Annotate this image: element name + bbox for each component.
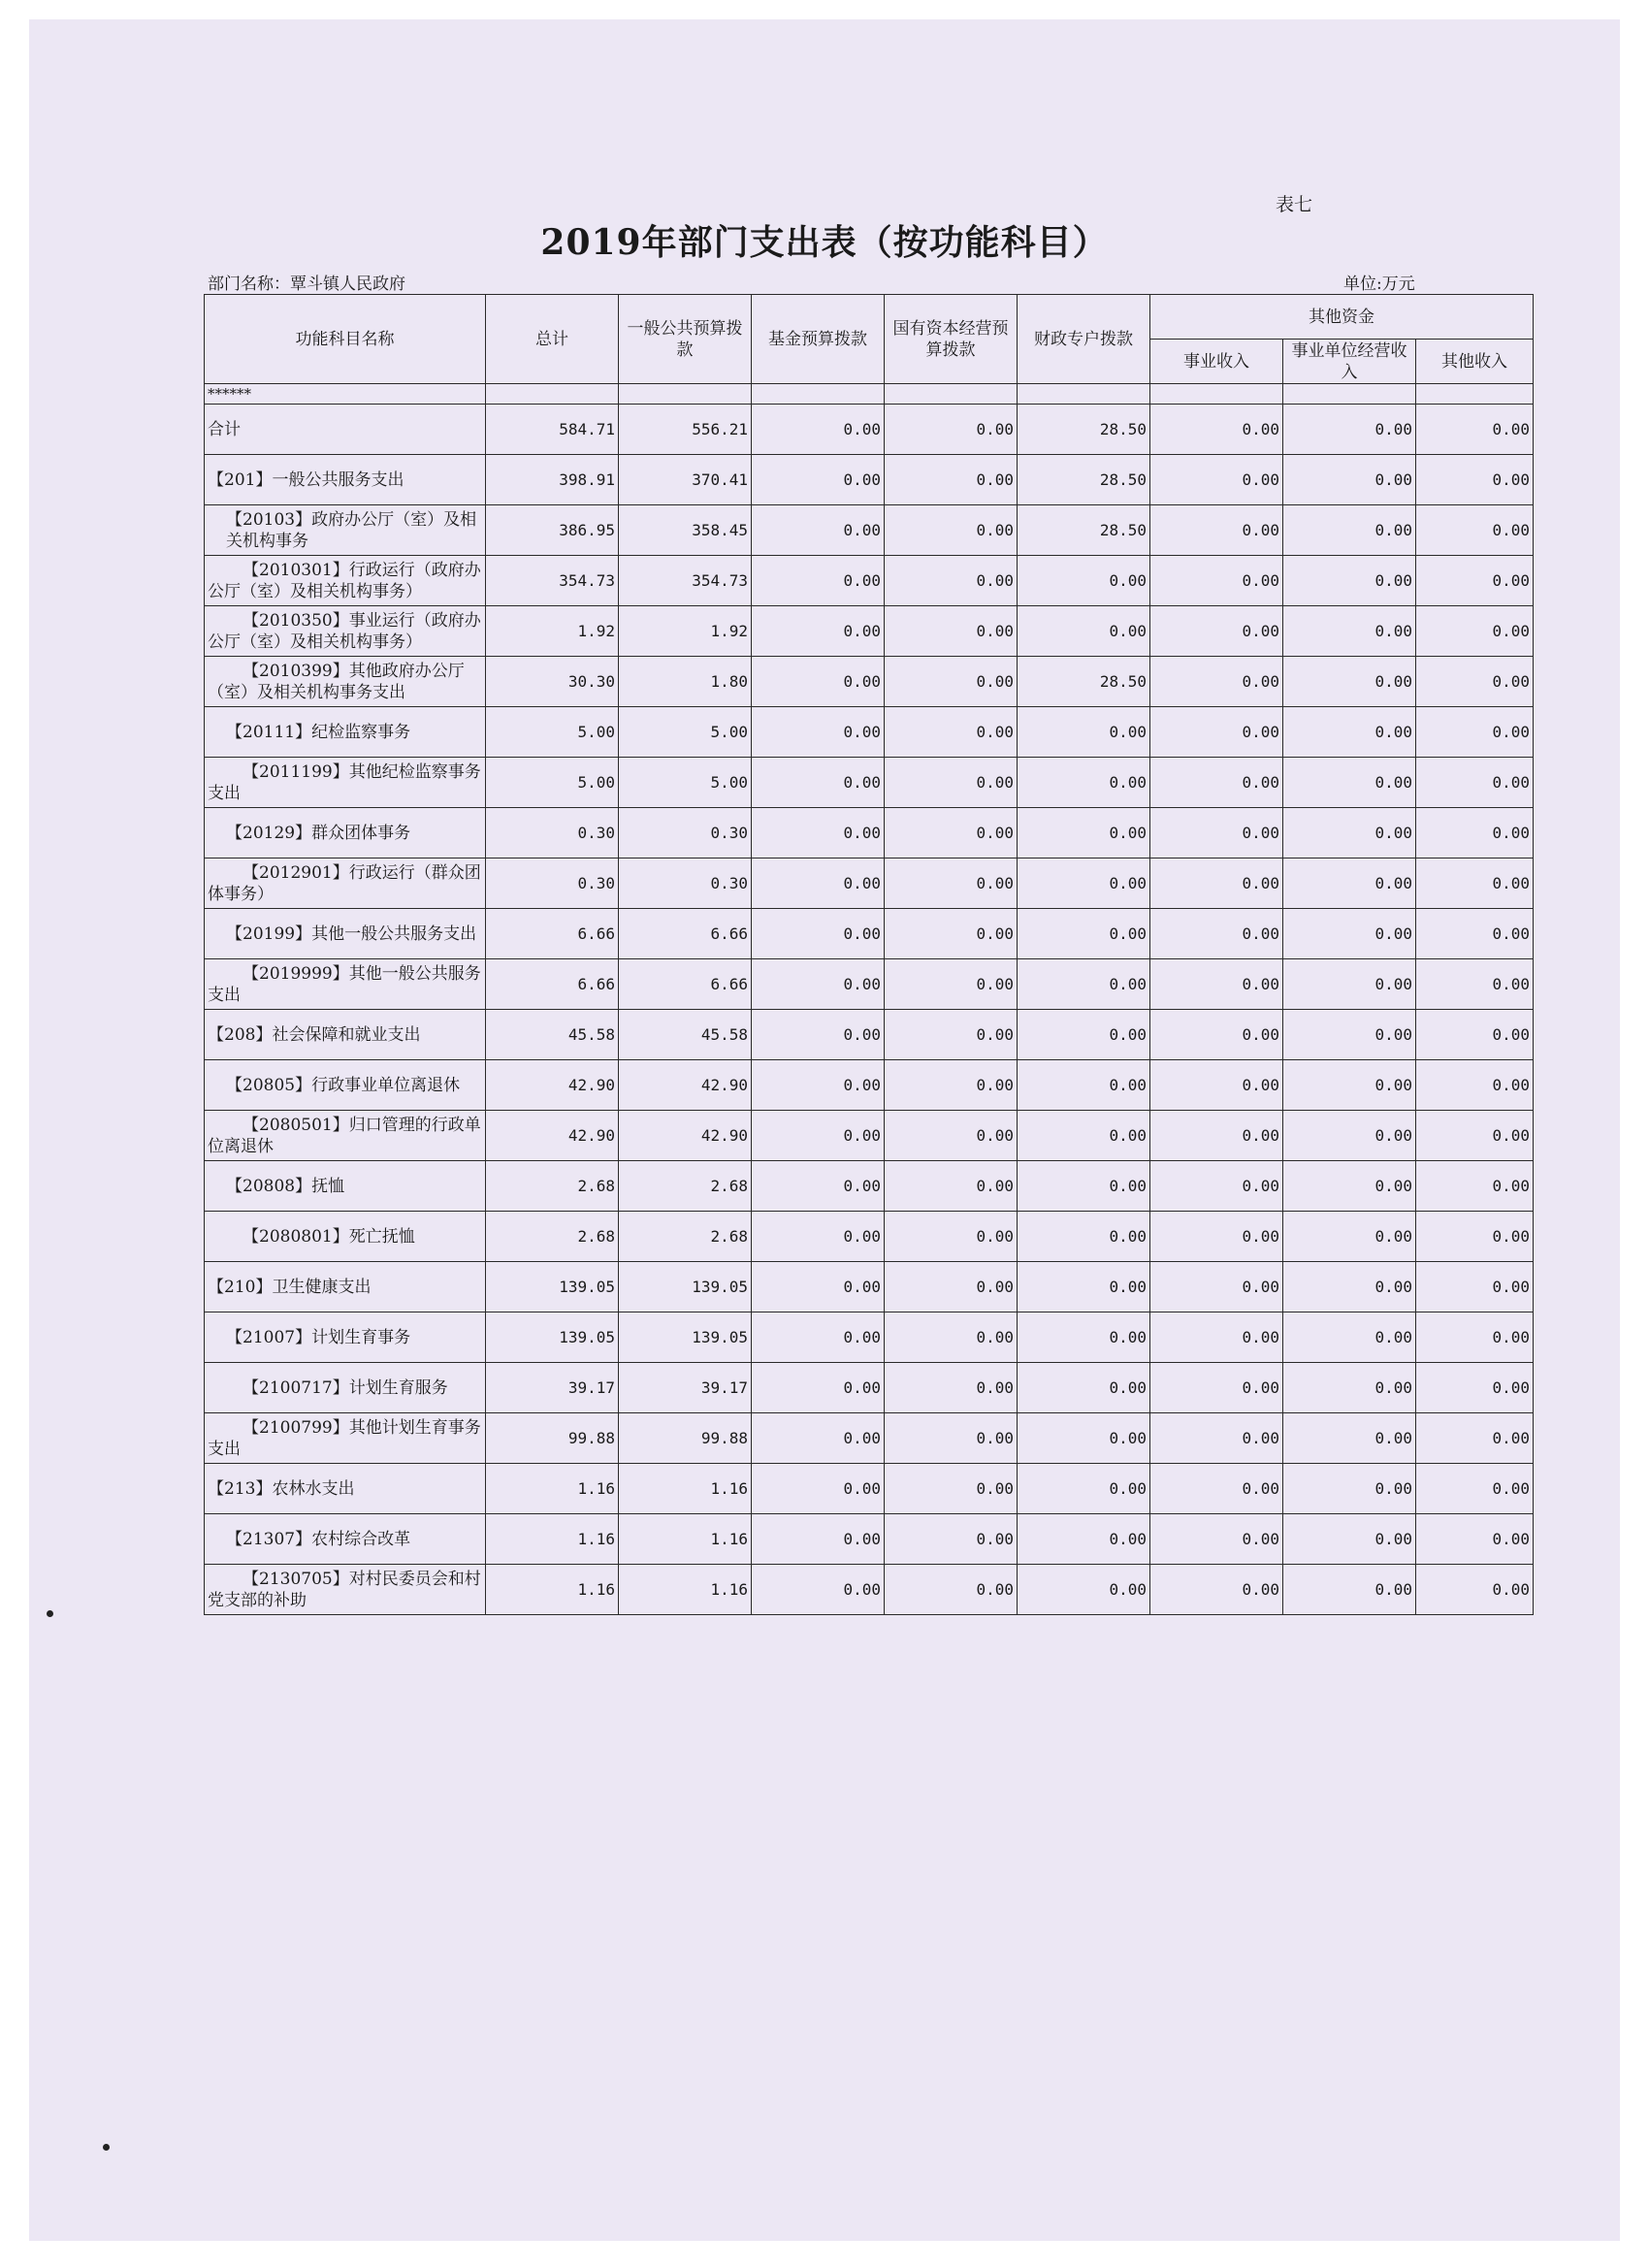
row-value-cell: 0.00 [1283,959,1416,1010]
row-value-cell: 0.00 [1416,859,1534,909]
row-item-name: 【20199】其他一般公共服务支出 [205,909,486,959]
table-row [205,455,1534,505]
header-row [205,295,1534,340]
row-value-cell: 0.00 [752,1161,885,1212]
table-row [205,758,1534,808]
row-item-name: 【2010350】事业运行（政府办公厅（室）及相关机构事务） [205,606,486,657]
placeholder-stars: ****** [205,384,486,405]
row-value-cell: 584.71 [486,405,619,455]
row-value-cell: 0.00 [1283,758,1416,808]
header-other-income: 其他收入 [1416,340,1534,384]
row-value-cell: 28.50 [1018,657,1150,707]
row-value-cell: 1.16 [486,1514,619,1565]
header-special-account: 财政专户拨款 [1018,295,1150,384]
row-value-cell: 0.00 [1018,909,1150,959]
row-value-cell: 0.00 [1283,606,1416,657]
row-value-cell: 0.00 [1018,707,1150,758]
row-value-cell: 6.66 [619,959,752,1010]
row-value-cell: 0.00 [1283,1312,1416,1363]
table-row [205,1212,1534,1262]
row-value-cell: 0.00 [1283,808,1416,859]
row-value-cell: 0.00 [752,556,885,606]
row-value-cell: 0.00 [1150,657,1283,707]
row-item-name: 【2010301】行政运行（政府办公厅（室）及相关机构事务） [205,556,486,606]
header-state-capital: 国有资本经营预算拨款 [885,295,1018,384]
row-item-name: 【20111】纪检监察事务 [205,707,486,758]
row-value-cell: 386.95 [486,505,619,556]
row-item-name: 【2100717】计划生育服务 [205,1363,486,1413]
row-value-cell: 0.00 [1416,1464,1534,1514]
row-value-cell: 0.00 [1416,1565,1534,1615]
row-value-cell: 0.00 [752,455,885,505]
row-value-cell: 0.00 [1416,1413,1534,1464]
row-value-cell: 556.21 [619,405,752,455]
row-value-cell: 0.00 [1283,1111,1416,1161]
row-value-cell: 0.00 [885,1262,1018,1312]
row-value-cell: 0.00 [752,707,885,758]
unit-label: 单位:万元 [1343,275,1415,294]
row-value-cell: 0.00 [1018,1060,1150,1111]
table-row [205,859,1534,909]
row-value-cell: 1.16 [486,1565,619,1615]
row-value-cell: 0.00 [752,909,885,959]
row-value-cell: 0.00 [885,1111,1018,1161]
row-value-cell: 0.00 [885,505,1018,556]
row-value-cell: 0.00 [1150,1060,1283,1111]
row-value-cell: 354.73 [619,556,752,606]
row-value-cell: 139.05 [619,1262,752,1312]
row-value-cell: 5.00 [486,758,619,808]
row-value-cell: 0.00 [1018,606,1150,657]
row-value-cell: 99.88 [619,1413,752,1464]
row-value-cell: 139.05 [486,1312,619,1363]
row-value-cell: 0.00 [885,1565,1018,1615]
row-value-cell: 45.58 [486,1010,619,1060]
row-value-cell: 0.00 [752,1363,885,1413]
row-value-cell: 0.00 [1416,909,1534,959]
row-item-name: 【20808】抚恤 [205,1161,486,1212]
row-value-cell: 0.00 [1018,1111,1150,1161]
row-value-cell: 28.50 [1018,455,1150,505]
row-value-cell: 0.00 [1283,405,1416,455]
row-value-cell: 28.50 [1018,505,1150,556]
row-value-cell: 0.00 [1416,405,1534,455]
row-value-cell: 0.00 [1018,1514,1150,1565]
row-value-cell: 0.00 [885,556,1018,606]
row-value-cell: 0.00 [1416,808,1534,859]
table-row [205,1111,1534,1161]
row-value-cell: 0.00 [1283,556,1416,606]
row-value-cell: 0.00 [885,707,1018,758]
row-value-cell: 0.00 [1150,707,1283,758]
row-value-cell: 0.00 [1416,758,1534,808]
table-row [205,1565,1534,1615]
row-item-name: 【20129】群众团体事务 [205,808,486,859]
row-value-cell: 6.66 [486,909,619,959]
row-value-cell: 0.00 [885,808,1018,859]
row-value-cell: 0.00 [1283,1212,1416,1262]
row-value-cell: 0.00 [1150,1312,1283,1363]
row-value-cell: 0.00 [1150,1161,1283,1212]
row-value-cell: 0.30 [619,808,752,859]
row-value-cell: 0.00 [1416,1262,1534,1312]
row-value-cell: 0.00 [1018,556,1150,606]
row-value-cell: 0.00 [1416,1111,1534,1161]
row-value-cell: 0.00 [1150,556,1283,606]
row-value-cell: 0.00 [885,606,1018,657]
row-value-cell: 0.00 [1283,1060,1416,1111]
row-value-cell: 0.00 [752,859,885,909]
row-value-cell: 0.00 [1283,455,1416,505]
row-value-cell: 0.00 [1018,1565,1150,1615]
row-value-cell: 0.00 [1018,1312,1150,1363]
row-value-cell: 0.00 [1283,1464,1416,1514]
row-value-cell: 5.00 [619,758,752,808]
row-value-cell: 0.00 [1283,657,1416,707]
row-value-cell: 0.00 [1416,1161,1534,1212]
row-value-cell: 0.00 [885,758,1018,808]
expenditure-table [204,294,1534,1615]
row-value-cell: 0.00 [1283,707,1416,758]
table-row [205,657,1534,707]
row-value-cell: 0.00 [1150,758,1283,808]
row-value-cell: 0.00 [885,959,1018,1010]
row-value-cell: 0.00 [1150,1111,1283,1161]
row-value-cell: 0.00 [1018,1464,1150,1514]
row-item-name: 【2080801】死亡抚恤 [205,1212,486,1262]
table-row [205,505,1534,556]
row-item-name: 【20103】政府办公厅（室）及相关机构事务 [205,505,486,556]
row-value-cell: 0.00 [1018,1161,1150,1212]
row-value-cell: 0.00 [1416,1514,1534,1565]
row-value-cell: 0.00 [885,1363,1018,1413]
table-row [205,556,1534,606]
row-value-cell: 99.88 [486,1413,619,1464]
row-value-cell: 0.00 [1150,405,1283,455]
row-value-cell: 0.00 [752,1565,885,1615]
row-item-name: 【213】农林水支出 [205,1464,486,1514]
row-value-cell: 39.17 [486,1363,619,1413]
row-value-cell: 0.00 [752,1262,885,1312]
table-row [205,909,1534,959]
header-total: 总计 [486,295,619,384]
row-value-cell: 1.80 [619,657,752,707]
row-value-cell: 0.00 [1150,959,1283,1010]
row-value-cell: 0.00 [1416,455,1534,505]
row-value-cell: 0.00 [885,1010,1018,1060]
table-row [205,1161,1534,1212]
row-item-name: 【2012901】行政运行（群众团体事务） [205,859,486,909]
row-value-cell: 1.16 [619,1464,752,1514]
row-value-cell: 0.00 [752,1514,885,1565]
row-item-name: 【2130705】对村民委员会和村党支部的补助 [205,1565,486,1615]
row-value-cell: 0.00 [1150,1413,1283,1464]
row-value-cell: 0.00 [1283,909,1416,959]
row-value-cell: 0.00 [1150,859,1283,909]
row-value-cell: 0.00 [1018,959,1150,1010]
row-value-cell: 0.00 [752,808,885,859]
table-row [205,1262,1534,1312]
table-row [205,1010,1534,1060]
row-value-cell: 0.30 [486,859,619,909]
row-value-cell: 0.00 [1150,1010,1283,1060]
row-value-cell: 0.00 [1416,505,1534,556]
row-value-cell: 0.00 [1018,1413,1150,1464]
row-value-cell: 1.16 [619,1514,752,1565]
row-value-cell: 0.00 [1416,707,1534,758]
row-value-cell: 42.90 [486,1060,619,1111]
row-value-cell: 0.00 [1150,1363,1283,1413]
row-value-cell: 39.17 [619,1363,752,1413]
row-value-cell: 0.00 [1416,959,1534,1010]
row-value-cell: 0.00 [885,1464,1018,1514]
row-value-cell: 0.00 [1018,1010,1150,1060]
row-value-cell: 0.00 [752,657,885,707]
row-item-name: 【21307】农村综合改革 [205,1514,486,1565]
row-value-cell: 0.00 [885,657,1018,707]
table-row [205,959,1534,1010]
table-row [205,405,1534,455]
row-value-cell: 0.00 [885,859,1018,909]
header-name: 功能科目名称 [205,295,486,384]
row-value-cell: 42.90 [619,1060,752,1111]
row-value-cell: 0.00 [1018,1212,1150,1262]
row-value-cell: 0.00 [1150,505,1283,556]
row-value-cell: 0.00 [1150,1212,1283,1262]
table-row [205,1413,1534,1464]
row-value-cell: 1.92 [486,606,619,657]
row-value-cell: 0.00 [1283,1413,1416,1464]
row-value-cell: 398.91 [486,455,619,505]
scan-speck [103,2144,110,2151]
row-value-cell: 0.00 [752,1111,885,1161]
row-value-cell: 1.92 [619,606,752,657]
table-row [205,808,1534,859]
row-value-cell: 0.00 [885,455,1018,505]
row-item-name: 【208】社会保障和就业支出 [205,1010,486,1060]
row-value-cell: 28.50 [1018,405,1150,455]
row-value-cell: 0.00 [1150,455,1283,505]
table-row [205,606,1534,657]
row-value-cell: 0.00 [1416,1212,1534,1262]
row-value-cell: 0.00 [885,1514,1018,1565]
row-value-cell: 42.90 [619,1111,752,1161]
header-general-budget: 一般公共预算拨款 [619,295,752,384]
department-label: 部门名称：覃斗镇人民政府 [208,275,405,294]
row-value-cell: 2.68 [619,1212,752,1262]
row-value-cell: 1.16 [619,1565,752,1615]
row-item-name: 【2010399】其他政府办公厅（室）及相关机构事务支出 [205,657,486,707]
row-item-name: 【210】卫生健康支出 [205,1262,486,1312]
row-value-cell: 0.00 [885,1212,1018,1262]
row-value-cell: 0.00 [1018,808,1150,859]
row-value-cell: 358.45 [619,505,752,556]
row-value-cell: 0.00 [1150,1565,1283,1615]
row-item-name: 【2080501】归口管理的行政单位离退休 [205,1111,486,1161]
row-value-cell: 0.00 [1150,1464,1283,1514]
row-value-cell: 0.30 [619,859,752,909]
row-value-cell: 0.00 [885,1312,1018,1363]
row-value-cell: 0.00 [752,758,885,808]
row-value-cell: 2.68 [486,1212,619,1262]
header-business-income: 事业收入 [1150,340,1283,384]
row-item-name: 【201】一般公共服务支出 [205,455,486,505]
row-value-cell: 0.00 [752,959,885,1010]
row-value-cell: 0.00 [752,606,885,657]
row-value-cell: 30.30 [486,657,619,707]
row-value-cell: 0.00 [752,1010,885,1060]
row-value-cell: 2.68 [619,1161,752,1212]
row-value-cell: 0.00 [752,1312,885,1363]
row-item-name: 【20805】行政事业单位离退休 [205,1060,486,1111]
row-value-cell: 1.16 [486,1464,619,1514]
row-value-cell: 0.30 [486,808,619,859]
row-value-cell: 0.00 [1283,1363,1416,1413]
row-value-cell: 0.00 [1018,1262,1150,1312]
row-value-cell: 0.00 [1283,1010,1416,1060]
header-business-unit-income: 事业单位经营收入 [1283,340,1416,384]
row-value-cell: 0.00 [1150,1514,1283,1565]
row-value-cell: 45.58 [619,1010,752,1060]
row-value-cell: 0.00 [752,1060,885,1111]
row-value-cell: 0.00 [1416,606,1534,657]
scan-speck [47,1610,53,1617]
row-value-cell: 354.73 [486,556,619,606]
row-value-cell: 0.00 [885,405,1018,455]
row-value-cell: 0.00 [1150,606,1283,657]
row-value-cell: 0.00 [1416,556,1534,606]
row-value-cell: 0.00 [1018,859,1150,909]
row-value-cell: 2.68 [486,1161,619,1212]
table-row [205,707,1534,758]
page-title: 2019年部门支出表（按功能科目） [540,222,1109,263]
row-value-cell: 0.00 [1416,657,1534,707]
table-row [205,1514,1534,1565]
table-row [205,1060,1534,1111]
row-value-cell: 42.90 [486,1111,619,1161]
placeholder-row [205,384,1534,405]
row-value-cell: 0.00 [752,1464,885,1514]
row-value-cell: 0.00 [1018,1363,1150,1413]
row-item-name: 【2100799】其他计划生育事务支出 [205,1413,486,1464]
row-value-cell: 5.00 [619,707,752,758]
row-value-cell: 0.00 [1150,909,1283,959]
row-value-cell: 0.00 [1283,505,1416,556]
row-value-cell: 0.00 [752,1413,885,1464]
row-value-cell: 0.00 [1283,1161,1416,1212]
row-item-name: 【2011199】其他纪检监察事务支出 [205,758,486,808]
row-value-cell: 5.00 [486,707,619,758]
table-number-tag: 表七 [1276,194,1313,215]
row-value-cell: 0.00 [885,1060,1018,1111]
row-item-name: 【2019999】其他一般公共服务支出 [205,959,486,1010]
table-row [205,1363,1534,1413]
row-value-cell: 0.00 [752,505,885,556]
row-value-cell: 0.00 [1416,1363,1534,1413]
row-value-cell: 0.00 [1150,808,1283,859]
row-value-cell: 0.00 [1018,758,1150,808]
row-value-cell: 0.00 [1416,1010,1534,1060]
row-value-cell: 6.66 [619,909,752,959]
row-value-cell: 0.00 [885,909,1018,959]
row-value-cell: 0.00 [1283,1262,1416,1312]
row-value-cell: 6.66 [486,959,619,1010]
row-value-cell: 0.00 [752,1212,885,1262]
row-item-name: 【21007】计划生育事务 [205,1312,486,1363]
table-row [205,1312,1534,1363]
header-fund-budget: 基金预算拨款 [752,295,885,384]
header-other-funds: 其他资金 [1150,295,1534,340]
row-value-cell: 0.00 [885,1161,1018,1212]
row-value-cell: 139.05 [619,1312,752,1363]
row-value-cell: 0.00 [1283,859,1416,909]
row-value-cell: 139.05 [486,1262,619,1312]
row-value-cell: 370.41 [619,455,752,505]
table-row [205,1464,1534,1514]
row-value-cell: 0.00 [1283,1565,1416,1615]
row-value-cell: 0.00 [1416,1060,1534,1111]
row-item-name: 合计 [205,405,486,455]
row-value-cell: 0.00 [1416,1312,1534,1363]
row-value-cell: 0.00 [1150,1262,1283,1312]
row-value-cell: 0.00 [1283,1514,1416,1565]
row-value-cell: 0.00 [752,405,885,455]
row-value-cell: 0.00 [885,1413,1018,1464]
